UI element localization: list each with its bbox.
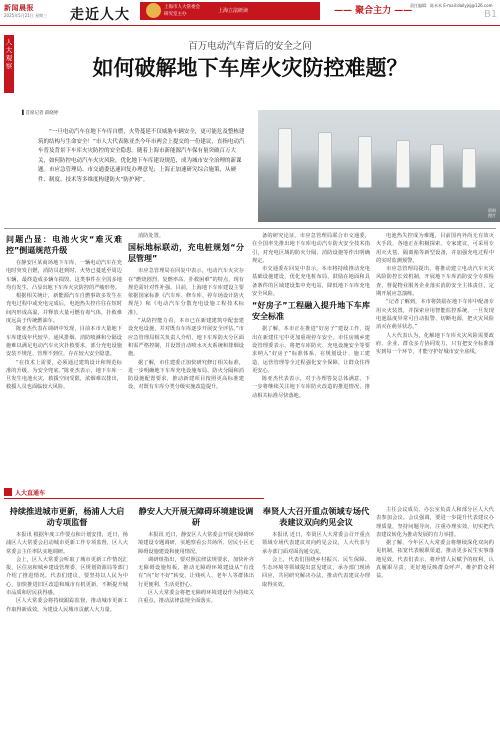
brief-article-1 [6,506,128,746]
paragraph: 人大代表认为，化解地下车库火灾风险需要政府、企业、群众多方协同发力，只有把安全标准落实到每一个环节，才能守护好城市安全底线。 [376,332,494,356]
body-column-2 [128,232,244,484]
page-number: B1 [484,9,498,20]
banner-line1: 上海市人大常委会 [164,5,200,10]
paragraph: 区人大常委会将持续跟踪监督，推动城市更新工作取得新成效，为建设人民城市贡献人大力量。 [6,598,128,613]
paragraph: 根据相关统计，新能源汽车自燃事故多发生在充电过程中或充电完成后，电池热失控往往在短时间内形成高温，并释放大量可燃有毒气体，扑救难度远高于传统燃油车。 [6,293,122,325]
charger-icon [358,136,372,188]
paragraph: 据了解，今年区人大常委会将继续深化双向约见机制，拓宽代表履职渠道，推动更多民生实事落地见效。代表们表示，将珍惜人民赋予的权利，认真履职尽责，更好地反映群众呼声、维护群众利益。 [376,540,494,580]
body-column-3 [252,232,370,484]
brief-headline: 持续推进城市更新，杨浦人大启动专项监督 [9,506,125,527]
paragraph: 电池热失控成为难题，目前国内外尚无有效灭火手段，各地正在积极探索。专家建议，可采用专用灭火毯、隔离箱等新型设备，并加强充电过程中的实时监测预警。 [376,233,494,264]
masthead-rule [0,25,500,26]
photo-credit: 资料照片 [488,208,496,218]
section-rule [4,498,264,499]
banner-right-text: 上海立法研读 [218,8,249,14]
section-divider [4,228,496,229]
section-marker [4,488,12,496]
paragraph: 本报讯 近日，奉贤区人大常委会召开重点领域专场代表建议双向约见会议，人大代表与承办部门面对面沟通交流。 [262,532,370,555]
section-label: 人大直通车 [15,490,46,497]
paragraph: 市应急管理局在回复中表示，电动汽车火灾存在“燃烧剧烈、复燃率高、扑救困难”的特点，现有规范需针对性补强。目前，上海地下车库建设主要依据国家标准《汽车库、修车库、停车场设计防火规范》和《电动汽车分散充电设施工程技术标准》。 [128,268,244,316]
paragraph: 区人大常委会将把无障碍环境建设作为持续关注重点，推动法律法规全面落实。 [138,590,254,605]
paragraph: 市交通委在回复中表示，本市将持续推动充电基础设施建设，优化充电桩布局，鼓励在地面和具备条件的区域建设集中充电站，降低地下车库充电安全风险。 [252,266,370,298]
banner-line2: 研究室主办 [164,12,187,17]
body-column-4 [376,232,494,484]
section-heading: 问题凸显：电池火灾“难灭难控”倒逼规范升级 [6,235,122,255]
lead-summary: “一旦电动汽车在地下车库自燃，火势蔓延不仅威胁车辆安全，更可能危及整栋建筑的结构与生命安全！”市人大代表陈亚杰今年市两会上提交的一份建议，直指电动汽车普及背景下车库火灾防控的安全隐患。随着上海市新能源汽车保有量突破百万大关，如何防控电动汽车火灾风险，优化地下车库建设规范，成为城市安全治理的新课题。市应急管理局、市交通委迅速回复办理意见；上海正加速研究综合施策，从硬件、制度、技术等多维度构建防火“防护网”。 [38,129,245,183]
paragraph: 会上，代表们围绕乡村振兴、民生保障、生态环境等领域提出意见建议，承办部门现场回应，共同研究解决办法，推动代表建议办理取得实效。 [262,556,370,588]
paragraph: 主任会议成员、办公室负责人和部分区人大代表参加会议。会议强调，要进一步提升代表建议办理质量，坚持问题导向，注重办理实效，切实把代表建议转化为推动发展的有力举措。 [376,507,494,538]
ev-charging-photo [258,110,500,222]
paragraph: “记者了解到，本市将鼓励在地下车库中配备专用灭火装置，并探索应用智能监控系统，一旦发现电池温度异常可自动报警、切断电源，把火灾风险消灭在萌芽状态。” [376,299,494,331]
issue-date: 2025年5月21日 星期三 [4,13,48,18]
charger-icon [430,144,444,188]
brief-headline: 奉贤人大召开重点领域专场代表建议双向约见会议 [262,506,370,527]
section-heading: 国标地标联动，充电桩规划“分层管理” [128,243,244,264]
byline: ▌首席记者 薛晓婷 [22,111,59,116]
paragraph: 在静安区某商场地下车库，一辆电动汽车在充电时突发自燃，消防员赶到时，火势已蔓延至周边车辆，最终造成多辆车损毁。这类事件在全国多地均有发生，凸显出地下车库火灾防控的严峻形势。 [6,260,122,291]
editor-credit: 责任编辑：陈米米 E-mail:dailyjsj@126.com [410,3,493,8]
paragraph: 会上，区人大常委会听取了城市更新工作情况汇报，区住房和城乡建设管理委、区规划资源局等部门介绍了推进情况。代表们建议，要坚持以人民为中心，加快推进旧区改造和城市有机更新，不断提升城市品质和居民获得感。 [6,556,128,597]
paragraph: 据了解，市住建委正加快研究修订相关标准，进一步明确地下车库充电设施布局、防火分隔和消防设施配置要求，推动新建项目按照更高标准建设，对既有车库分类分级实施改造提升。 [128,359,244,391]
brief-article-4 [376,506,494,746]
charger-icon [462,148,476,188]
paragraph: 据了解，本市正在推进“好房子”建设工作，提出在新建住宅中更加重视停车安全。市住房城乡建设管理委表示，将把车库防火、充电设施安全等要求纳入“好房子”标准体系，在规划设计、施工建造、运营管理等全过程强化安全保障，让群众住得更安心。 [252,326,370,374]
paragraph: 本报讯 近日，静安区人大常委会开展无障碍环境建设专题调研，实地察看公共场所、居民小区无障碍设施建设和使用情况。 [138,532,254,555]
emblem-icon [146,3,161,18]
column-name: 走近人大 [70,7,130,23]
brief-article-3 [262,506,370,746]
paragraph: 调研组指出，要对照法律法规要求，加快补齐无障碍设施短板，推动无障碍环境建设从“有没有”向“好不好”转变，让残疾人、老年人等群体出行更便利、生活更舒心。 [138,556,254,588]
charger-icon [278,128,292,188]
paragraph: 消防处置。 [138,233,164,239]
brief-headline: 静安人大开展无障碍环境建设调研 [138,506,254,527]
headline: 如何破解地下车库火灾防控难题？ [92,56,408,80]
paragraph: 本报讯 根据年度工作要点和计划安排，近日，杨浦区人大常委会启动城市更新工作专项监督，区人大常委会主任率队实地调研。 [6,532,128,555]
paragraph: 陈亚杰代表表示，对于办理答复总体满意，下一步将继续关注地下车库防火改造的推进情况，推动相关标准尽快落地。 [252,376,370,399]
section-heading: “好房子”工程融入提升地下车库安全标准 [252,301,370,322]
paragraph: “在技术上需要，必须通过建筑设计和规范标准的升级，为安全兜底。”陈亚杰表示，地下车库一旦发生电池火灾，救援空间受限，浓烟难以排出，救援人员也面临较大风险。 [6,359,122,391]
paragraph: 陈亚杰代表在调研中发现，目前本市大量地下车库建成年代较早，通风排烟、消防喷淋和分隔设施难以满足电动汽车火灾扑救要求，部分充电设施安装不规范、管理不到位，存在较大安全隐患。 [6,326,122,358]
paragraph: “从防控能力看，本市已在新建建筑中配套建设充电设施，并对既有车库逐步开展安全评估。”市应急管理局相关负责人介绍，地下车库防火分区面积需严格控制，并设置自动喷水灭火系统和排烟设施。 [128,318,244,358]
charger-icon [396,140,410,188]
subheadline: 百万电动汽车背后的安全之问 [188,41,312,52]
special-label: —— 聚合主力 —— [334,6,413,16]
brief-article-2 [138,506,254,746]
kicker-label: 人大观察 [5,38,13,70]
newspaper-logo: 新闻晨报 [4,3,34,12]
charger-icon [318,132,332,188]
paragraph: 市应急管理局提出，将推动建立电动汽车火灾风险防控长效机制，开展地下车库消防安全专项检查，督促物业服务企业落实消防安全主体责任，定期开展应急演练。 [376,266,494,298]
body-column-1 [6,232,122,484]
paragraph: 备的研究论证。市应急管理局联合市交通委，在全国率先推出地下车库电动汽车防火安全技术指引，对充电区域的防火分隔、消防设施等作出明确规定。 [252,233,370,264]
